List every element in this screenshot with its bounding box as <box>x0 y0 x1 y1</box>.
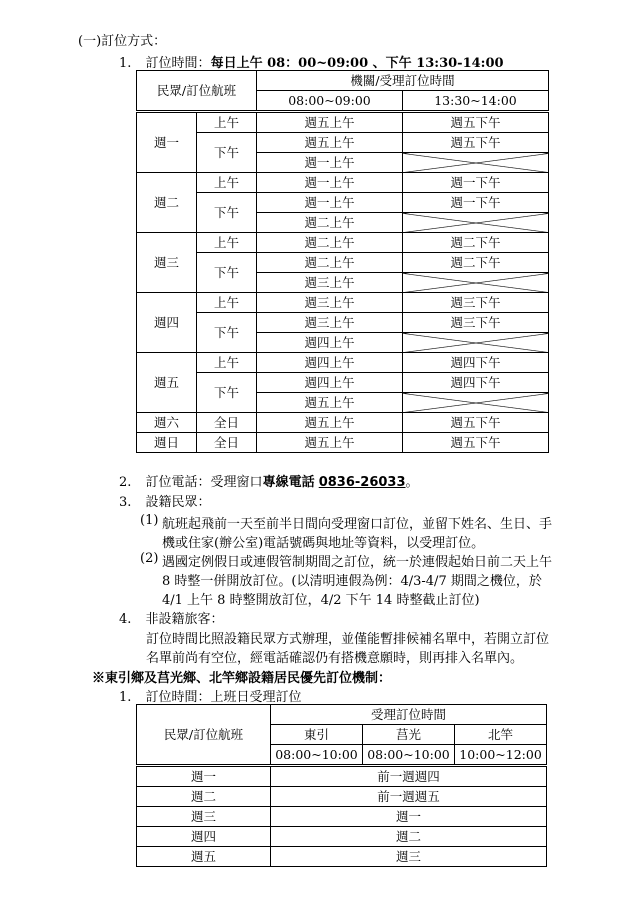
table2-time-beigan: 10:00~12:00 <box>455 745 547 766</box>
booking-slot-cell: 週五上午 <box>257 112 403 133</box>
weekday-cell: 週三 <box>137 233 197 293</box>
item-1 <box>119 52 504 71</box>
item-1-time: 每日上午 08：00~09:00 、下午 13:30-14:00 <box>210 56 504 71</box>
booking-slot-cell: 週三下午 <box>403 293 549 313</box>
booking-slot-cell: 週三下午 <box>403 313 549 333</box>
table1-corner-header: 民眾/訂位航班 <box>137 71 257 112</box>
table-row <box>137 193 549 213</box>
table-row <box>137 313 549 333</box>
booking-slot-cell: 週一下午 <box>403 173 549 193</box>
booking-slot-cell: 週五上午 <box>257 133 403 153</box>
item-3-point-2-line-2: 8 時整一併開放訂位。(以清明連假為例：4/3-4/7 期間之機位，於 <box>162 574 542 589</box>
booking-slot-cell: 週一上午 <box>257 193 403 213</box>
booking-day-cell: 週二 <box>271 827 547 847</box>
am-cell: 上午 <box>197 112 257 133</box>
table-row <box>137 253 549 273</box>
booking-slot-cell: 週二上午 <box>257 213 403 233</box>
am-cell: 上午 <box>197 173 257 193</box>
table-row <box>137 112 549 133</box>
table-row <box>137 827 547 847</box>
weekday-cell: 週四 <box>137 293 197 353</box>
table-row <box>137 293 549 313</box>
item-4-label: 非設籍旅客： <box>145 612 224 627</box>
table-row <box>137 766 547 787</box>
table-row <box>137 173 549 193</box>
all-day-cell: 全日 <box>197 433 257 453</box>
booking-slot-cell: 週五上午 <box>257 413 403 433</box>
item-2-end: 。 <box>405 475 419 490</box>
table2-time-juguang: 08:00~10:00 <box>363 745 455 766</box>
table2-group-header: 受理訂位時間 <box>271 705 547 725</box>
booking-slot-cell: 週四下午 <box>403 353 549 373</box>
item-2 <box>119 471 419 490</box>
table-row <box>137 373 549 393</box>
booking-slot-cell: 週三上午 <box>257 293 403 313</box>
item-3-point-2-number: (2) <box>140 551 159 566</box>
weekday-cell: 週一 <box>137 766 271 787</box>
booking-slot-cell: 週二下午 <box>403 253 549 273</box>
booking-phone-number: 0836-26033 <box>318 475 406 490</box>
booking-slot-cell: 週四上午 <box>257 373 403 393</box>
item-3 <box>119 491 211 510</box>
table2-place-beigan: 北竿 <box>455 725 547 745</box>
pm-cell: 下午 <box>197 133 257 173</box>
booking-schedule-table <box>136 70 549 453</box>
table2-place-juguang: 莒光 <box>363 725 455 745</box>
booking-slot-cell: 週二下午 <box>403 233 549 253</box>
booking-slot-cell: 週一上午 <box>257 153 403 173</box>
item-4 <box>119 608 224 627</box>
table-row <box>137 787 547 807</box>
booking-slot-cell: 週三上午 <box>257 313 403 333</box>
weekday-cell: 週五 <box>137 847 271 867</box>
weekday-cell: 週三 <box>137 807 271 827</box>
item-4-line-1: 訂位時間比照設籍民眾方式辦理，並僅能暫排候補名單中，若開立訂位 <box>146 632 550 647</box>
booking-slot-cell: 週五上午 <box>257 393 403 413</box>
booking-day-cell: 週一 <box>271 807 547 827</box>
booking-day-cell: 前一週週五 <box>271 787 547 807</box>
booking-slot-cell: 週五下午 <box>403 433 549 453</box>
item-3-point-1-number: (1) <box>140 513 159 528</box>
item-2-number: 2. <box>119 475 132 490</box>
item-3-point-2-line-1: 遇國定例假日或連假管制期間之訂位，統一於連假起始日前二天上午 <box>162 555 553 570</box>
item-1-label: 訂位時間： <box>145 56 211 71</box>
booking-slot-cell: 週四上午 <box>257 333 403 353</box>
weekday-cell: 週四 <box>137 827 271 847</box>
pm-cell: 下午 <box>197 193 257 233</box>
table-row <box>137 433 549 453</box>
pm-cell: 下午 <box>197 313 257 353</box>
booking-slot-cell: 週二上午 <box>257 253 403 273</box>
item-4-line-2: 名單前尚有空位，經電話確認仍有搭機意願時，則再排入名單內。 <box>146 651 524 666</box>
booking-slot-cell: 週四下午 <box>403 373 549 393</box>
table-row <box>137 233 549 253</box>
item-5 <box>119 686 302 705</box>
table-row <box>137 807 547 827</box>
am-cell: 上午 <box>197 353 257 373</box>
item-4-number: 4. <box>119 612 132 627</box>
table-row <box>137 133 549 153</box>
table1-col-morning: 08:00~09:00 <box>257 91 403 112</box>
am-cell: 上午 <box>197 233 257 253</box>
section-heading: (一)訂位方式： <box>78 34 167 49</box>
item-3-number: 3. <box>119 495 132 510</box>
table2-corner-header: 民眾/訂位航班 <box>137 705 271 766</box>
priority-booking-table <box>136 704 547 867</box>
item-2-label: 訂位電話：受理窗口 <box>145 475 263 490</box>
booking-day-cell: 週三 <box>271 847 547 867</box>
booking-slot-cell: 週一上午 <box>257 173 403 193</box>
item-1-number: 1. <box>119 56 132 71</box>
table2-time-dongyin: 08:00~10:00 <box>271 745 363 766</box>
weekday-cell: 週五 <box>137 353 197 413</box>
weekday-cell: 週一 <box>137 112 197 173</box>
crossed-out-cell <box>403 213 549 233</box>
booking-slot-cell: 週五下午 <box>403 413 549 433</box>
crossed-out-cell <box>403 273 549 293</box>
priority-booking-heading: ※東引鄉及莒光鄉、北竿鄉設籍居民優先訂位機制： <box>92 671 392 686</box>
table-row <box>137 413 549 433</box>
weekday-cell: 週日 <box>137 433 197 453</box>
item-5-number: 1. <box>119 690 132 705</box>
booking-day-cell: 前一週週四 <box>271 766 547 787</box>
weekday-cell: 週二 <box>137 173 197 233</box>
booking-slot-cell: 週一下午 <box>403 193 549 213</box>
pm-cell: 下午 <box>197 373 257 413</box>
item-3-point-2-line-3: 4/1 上午 8 時整開放訂位，4/2 下午 14 時整截止訂位) <box>162 593 480 608</box>
item-3-point-1-line-1: 航班起飛前一天至前半日間向受理窗口訂位，並留下姓名、生日、手 <box>162 517 553 532</box>
item-3-point-1-line-2: 機或住家(辦公室)電話號碼與地址等資料，以受理訂位。 <box>162 536 485 551</box>
weekday-cell: 週六 <box>137 413 197 433</box>
item-5-label: 訂位時間：上班日受理訂位 <box>145 690 302 705</box>
am-cell: 上午 <box>197 293 257 313</box>
table-row <box>137 847 547 867</box>
booking-slot-cell: 週四上午 <box>257 353 403 373</box>
all-day-cell: 全日 <box>197 413 257 433</box>
table-row <box>137 353 549 373</box>
crossed-out-cell <box>403 333 549 353</box>
table1-group-header: 機關/受理訂位時間 <box>257 71 549 91</box>
booking-slot-cell: 週五下午 <box>403 133 549 153</box>
pm-cell: 下午 <box>197 253 257 293</box>
crossed-out-cell <box>403 153 549 173</box>
booking-slot-cell: 週三上午 <box>257 273 403 293</box>
item-3-label: 設籍民眾： <box>145 495 211 510</box>
table1-col-afternoon: 13:30~14:00 <box>403 91 549 112</box>
table2-place-dongyin: 東引 <box>271 725 363 745</box>
item-2-bold-label: 專線電話 <box>262 475 315 490</box>
booking-slot-cell: 週二上午 <box>257 233 403 253</box>
weekday-cell: 週二 <box>137 787 271 807</box>
crossed-out-cell <box>403 393 549 413</box>
booking-slot-cell: 週五上午 <box>257 433 403 453</box>
booking-slot-cell: 週五下午 <box>403 112 549 133</box>
